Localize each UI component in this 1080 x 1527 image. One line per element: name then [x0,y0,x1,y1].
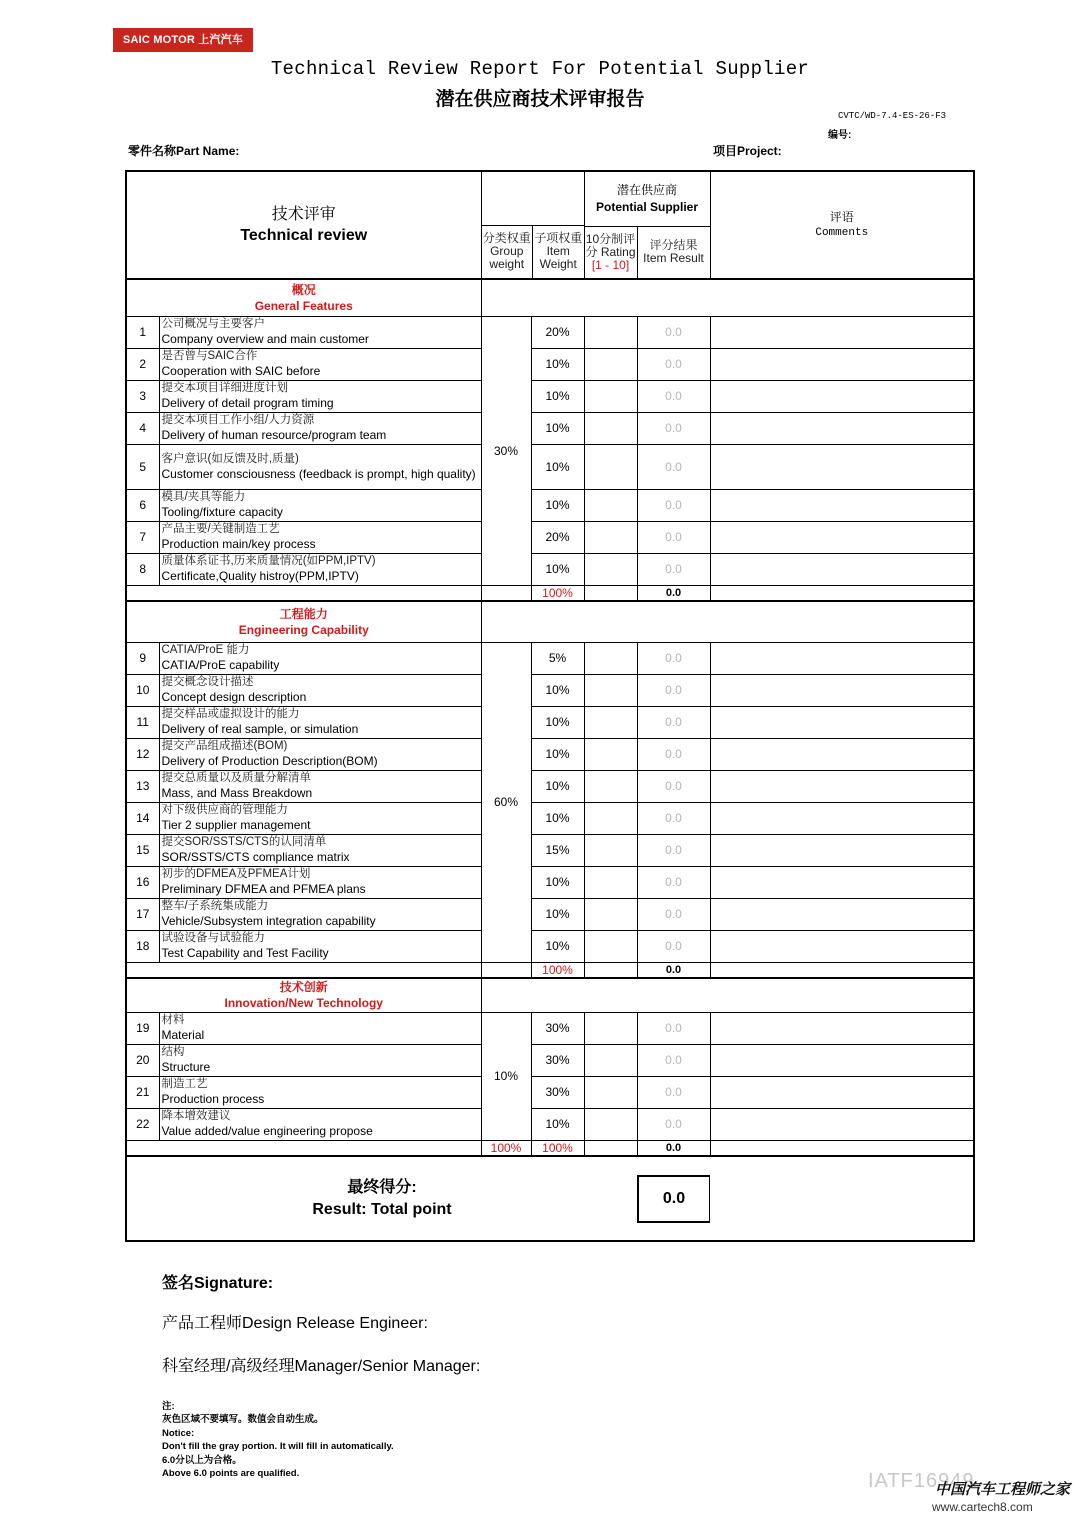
watermark-mark: IATF16949 [868,1470,975,1492]
rating-input-cell[interactable] [584,489,637,521]
item-number: 3 [126,380,159,412]
item-description-en: Delivery of real sample, or simulation [161,722,359,736]
item-number: 19 [126,1012,159,1044]
item-weight-value: 10% [531,898,584,930]
section-total-row [126,585,974,601]
item-description [159,706,481,738]
item-description [159,1012,481,1044]
item-description-cn: 降本增效建议 [161,1110,231,1122]
item-result-value: 0.0 [637,316,710,348]
comments-cell[interactable] [710,802,974,834]
item-result-value: 0.0 [637,444,710,489]
item-description [159,1108,481,1140]
rating-input-cell[interactable] [584,770,637,802]
item-description-en: Cooperation with SAIC before [161,364,321,378]
technical-review-header [126,171,481,279]
final-result-label-en: Result: Total point [312,1200,452,1218]
item-result-value: 0.0 [637,1044,710,1076]
item-weight-value: 10% [531,866,584,898]
item-result-value: 0.0 [637,898,710,930]
section-result-total: 0.0 [637,1140,710,1156]
item-number: 12 [126,738,159,770]
table-row [126,866,974,898]
item-description-en: Concept design description [161,690,307,704]
item-description-cn: 提交总质量以及质量分解清单 [161,772,311,784]
section-total-spacer [126,585,481,601]
item-result-value: 0.0 [637,412,710,444]
item-description [159,898,481,930]
rating-input-cell[interactable] [584,316,637,348]
section-title [126,978,481,1012]
group-weight-total [481,962,531,978]
comments-cell[interactable] [710,1108,974,1140]
rating-input-cell[interactable] [584,738,637,770]
comments-total-spacer [710,1140,974,1156]
supplier-header-en: Potential Supplier [596,199,699,214]
item-description-cn: 提交概念设计描述 [161,676,254,688]
section-title-spacer [481,601,974,642]
item-number: 20 [126,1044,159,1076]
item-weight-value: 10% [531,380,584,412]
final-result-spacer [710,1156,974,1241]
item-description-en: Tier 2 supplier management [161,818,311,832]
comments-cell[interactable] [710,553,974,585]
item-description-en: Production main/key process [161,537,316,551]
item-weight-value: 10% [531,738,584,770]
item-description [159,1044,481,1076]
table-row [126,444,974,489]
item-weight-value: 30% [531,1012,584,1044]
section-title [126,279,481,316]
section-title-spacer [481,279,974,316]
item-description [159,834,481,866]
rating-input-cell[interactable] [584,521,637,553]
comments-header [710,171,974,279]
item-description-cn: 产品主要/关键制造工艺 [161,523,280,535]
engineer-signature-line: 产品工程师Design Release Engineer: [162,1315,428,1332]
section-total-row [126,962,974,978]
item-result-value: 0.0 [637,738,710,770]
section-result-total: 0.0 [637,585,710,601]
weight-subheader [482,225,584,279]
table-row [126,1108,974,1140]
table-row [126,674,974,706]
table-row [126,553,974,585]
item-number: 13 [126,770,159,802]
final-result-label [126,1156,637,1241]
section-title-en: Engineering Capability [238,622,369,637]
table-row [126,738,974,770]
item-weight-total: 100% [531,962,584,978]
project-label: 项目Project: [713,144,782,158]
item-description-en: Vehicle/Subsystem integration capability [161,914,376,928]
group-weight-total: 100% [481,1140,531,1156]
rating-input-cell[interactable] [584,412,637,444]
item-weight-header: 子项权重 Item Weight [533,225,584,278]
item-description [159,316,481,348]
comments-cell[interactable] [710,834,974,866]
item-result-value: 0.0 [637,380,710,412]
item-weight-value: 10% [531,674,584,706]
item-description [159,642,481,674]
item-description-en: Delivery of human resource/program team [161,428,387,442]
item-result-value: 0.0 [637,553,710,585]
item-weight-value: 5% [531,642,584,674]
item-number: 18 [126,930,159,962]
rating-header-label: 10分制评分 Rating [585,231,636,259]
item-number: 2 [126,348,159,380]
review-header-en: Technical review [240,227,368,244]
comments-cell[interactable] [710,770,974,802]
item-description-cn: 提交产品组成描述(BOM) [161,740,288,752]
report-title-en: Technical Review Report For Potential Supplier [270,58,810,80]
note-line-3: Notice: [162,1428,195,1439]
item-description [159,348,481,380]
comments-cell[interactable] [710,1012,974,1044]
item-description-cn: 试验设备与试验能力 [161,932,265,944]
group-weight-value: 10% [481,1012,531,1140]
comments-cell[interactable] [710,674,974,706]
section-title-en: General Features [254,298,353,313]
saic-logo: SAIC MOTOR 上汽汽车 [113,28,253,52]
rating-input-cell[interactable] [584,1044,637,1076]
table-row [126,1044,974,1076]
item-number: 17 [126,898,159,930]
comments-cell[interactable] [710,706,974,738]
rating-total-spacer [584,962,637,978]
note-line-2: 灰色区域不要填写。数值会自动生成。 [162,1414,324,1425]
item-weight-value: 10% [531,489,584,521]
rating-input-cell[interactable] [584,706,637,738]
rating-input-cell[interactable] [584,444,637,489]
group-weight-value: 30% [481,316,531,585]
item-description-cn: 模具/夹具等能力 [161,491,246,503]
final-result-value-cell [637,1156,710,1241]
item-weight-value: 10% [531,802,584,834]
item-weight-value: 10% [531,348,584,380]
document-number-label: 编号: [828,130,852,141]
table-row [126,770,974,802]
rating-input-cell[interactable] [584,348,637,380]
item-description-cn: 材料 [161,1014,185,1026]
rating-input-cell[interactable] [584,1012,637,1044]
table-row [126,489,974,521]
item-number: 11 [126,706,159,738]
table-row [126,380,974,412]
item-result-value: 0.0 [637,1076,710,1108]
item-description-en: Material [161,1028,205,1042]
section-title-row [126,601,974,642]
item-description-cn: 提交样品或虚拟设计的能力 [161,708,300,720]
section-total-row [126,1140,974,1156]
item-description-en: Delivery of detail program timing [161,396,334,410]
review-body [126,279,974,1156]
item-description-cn: 提交SOR/SSTS/CTS的认同清单 [161,836,327,848]
comments-cell[interactable] [710,316,974,348]
item-description-cn: 提交本项目详细进度计划 [161,382,288,394]
table-row [126,412,974,444]
note-line-6: Above 6.0 points are qualified. [162,1468,300,1479]
item-description-cn: 提交本项目工作小组/人力资源 [161,414,315,426]
note-line-4: Don't fill the gray portion. It will fill in automatically. [162,1441,394,1452]
note-line-1: 注: [162,1401,175,1412]
item-description [159,553,481,585]
item-result-value: 0.0 [637,1108,710,1140]
rating-header [584,226,637,279]
item-description-cn: 对下级供应商的管理能力 [161,804,288,816]
section-title-row [126,279,974,316]
item-number: 22 [126,1108,159,1140]
item-description-cn: 结构 [161,1046,185,1058]
item-description-en: Certificate,Quality histroy(PPM,IPTV) [161,569,359,583]
potential-supplier-header [584,171,710,226]
rating-input-cell[interactable] [584,930,637,962]
signature-title: 签名Signature: [162,1275,274,1292]
item-description [159,380,481,412]
comments-cell[interactable] [710,866,974,898]
item-description-cn: 初步的DFMEA及PFMEA计划 [161,868,311,880]
rating-input-cell[interactable] [584,866,637,898]
comments-cell[interactable] [710,489,974,521]
item-weight-value: 30% [531,1076,584,1108]
item-result-header: 评分结果 Item Result [637,226,710,279]
manager-signature-line: 科室经理/高级经理Manager/Senior Manager: [162,1358,481,1375]
comments-cell[interactable] [710,642,974,674]
item-description-en: Tooling/fixture capacity [161,505,283,519]
section-title-row [126,978,974,1012]
comments-cell[interactable] [710,930,974,962]
item-result-value: 0.0 [637,1012,710,1044]
note-line-5: 6.0分以上为合格。 [162,1455,242,1466]
item-result-value: 0.0 [637,866,710,898]
rating-input-cell[interactable] [584,380,637,412]
table-row [126,1076,974,1108]
item-description-cn: 客户意识(如反馈及时,质量) [161,452,299,465]
item-description [159,738,481,770]
group-weight-total [481,585,531,601]
item-weight-value: 10% [531,444,584,489]
item-weight-value: 10% [531,1108,584,1140]
item-weight-total: 100% [531,585,584,601]
final-result-label-cn: 最终得分: [347,1178,417,1196]
item-weight-value: 10% [531,770,584,802]
review-table [125,170,975,1242]
rating-total-spacer [584,1140,637,1156]
rating-range: [1 - 10] [591,257,630,272]
item-description [159,1076,481,1108]
item-description-en: SOR/SSTS/CTS compliance matrix [161,850,350,864]
rating-input-cell[interactable] [584,1076,637,1108]
item-description-en: CATIA/ProE capability [161,658,280,672]
item-result-value: 0.0 [637,348,710,380]
table-row [126,898,974,930]
item-description-cn: 是否曾与SAIC合作 [161,350,258,362]
item-result-value: 0.0 [637,706,710,738]
comments-cell[interactable] [710,738,974,770]
item-description [159,802,481,834]
item-description-en: Delivery of Production Description(BOM) [161,754,378,768]
item-description-en: Preliminary DFMEA and PFMEA plans [161,882,366,896]
item-number: 15 [126,834,159,866]
item-description [159,674,481,706]
comments-total-spacer [710,962,974,978]
table-row [126,1012,974,1044]
item-description-en: Test Capability and Test Facility [161,946,329,960]
table-header-row-1 [126,171,974,226]
item-description-cn: 制造工艺 [161,1078,208,1090]
item-description-cn: 整车/子系统集成能力 [161,900,269,912]
item-weight-total: 100% [531,1140,584,1156]
watermark-site-name: 中国汽车工程师之家 [935,1481,1071,1498]
item-description [159,412,481,444]
item-result-value: 0.0 [637,802,710,834]
rating-input-cell[interactable] [584,553,637,585]
section-title-cn: 工程能力 [279,606,328,621]
comments-header-en: Comments [815,227,869,239]
section-result-total: 0.0 [637,962,710,978]
item-description-en: Structure [161,1060,211,1074]
comments-cell[interactable] [710,1076,974,1108]
item-number: 1 [126,316,159,348]
item-result-value: 0.0 [637,770,710,802]
item-description-en: Customer consciousness (feedback is prompt, high quality) [161,466,476,481]
comments-cell[interactable] [710,380,974,412]
table-row [126,316,974,348]
section-total-spacer [126,962,481,978]
item-description-en: Company overview and main customer [161,332,369,346]
item-description-en: Production process [161,1092,265,1106]
comments-total-spacer [710,585,974,601]
watermark-site-url: www.cartech8.com [932,1500,1033,1514]
item-description [159,770,481,802]
item-number: 7 [126,521,159,553]
table-row [126,930,974,962]
item-weight-value: 10% [531,412,584,444]
rating-input-cell[interactable] [584,898,637,930]
comments-cell[interactable] [710,1044,974,1076]
item-description [159,489,481,521]
item-description-cn: CATIA/ProE 能力 [161,644,250,656]
item-result-value: 0.0 [637,674,710,706]
section-title-cn: 技术创新 [279,980,328,995]
item-number: 16 [126,866,159,898]
final-result-value: 0.0 [637,1175,710,1223]
rating-total-spacer [584,585,637,601]
item-weight-value: 15% [531,834,584,866]
item-number: 9 [126,642,159,674]
item-weight-value: 10% [531,930,584,962]
comments-cell[interactable] [710,898,974,930]
review-header-cn: 技术评审 [271,206,336,223]
comments-cell[interactable] [710,444,974,489]
item-weight-value: 10% [531,553,584,585]
table-row [126,802,974,834]
item-result-value: 0.0 [637,642,710,674]
part-name-label: 零件名称Part Name: [128,144,240,158]
comments-header-cn: 评语 [829,210,854,224]
rating-input-cell[interactable] [584,834,637,866]
weight-header [481,171,584,279]
table-row [126,521,974,553]
item-description [159,444,481,489]
item-description-en: Mass, and Mass Breakdown [161,786,313,800]
comments-cell[interactable] [710,412,974,444]
section-title-en: Innovation/New Technology [224,996,383,1011]
section-title-spacer [481,978,974,1012]
item-weight-value: 20% [531,521,584,553]
item-weight-value: 10% [531,706,584,738]
comments-cell[interactable] [710,521,974,553]
final-result-row [126,1156,974,1241]
item-number: 14 [126,802,159,834]
rating-input-cell[interactable] [584,1108,637,1140]
item-result-value: 0.0 [637,930,710,962]
item-weight-value: 30% [531,1044,584,1076]
item-number: 5 [126,444,159,489]
rating-input-cell[interactable] [584,802,637,834]
section-title-cn: 概况 [291,282,316,297]
item-result-value: 0.0 [637,834,710,866]
item-description [159,930,481,962]
item-number: 10 [126,674,159,706]
item-description-en: Value added/value engineering propose [161,1124,373,1138]
supplier-header-cn: 潜在供应商 [617,182,678,197]
item-number: 21 [126,1076,159,1108]
report-title-cn: 潜在供应商技术评审报告 [435,89,645,110]
group-weight-header: 分类权重 Group weight [482,225,533,278]
item-description-cn: 质量体系证书,历来质量情况(如PPM,IPTV) [161,555,376,567]
item-description [159,521,481,553]
item-result-value: 0.0 [637,521,710,553]
table-row [126,642,974,674]
document-number: CVTC/WD-7.4-ES-26-F3 [838,111,947,121]
item-number: 8 [126,553,159,585]
item-description [159,866,481,898]
section-total-spacer [126,1140,481,1156]
item-number: 4 [126,412,159,444]
group-weight-value: 60% [481,642,531,962]
item-number: 6 [126,489,159,521]
item-weight-value: 20% [531,316,584,348]
section-title [126,601,481,642]
rating-input-cell[interactable] [584,674,637,706]
table-row [126,834,974,866]
item-description-cn: 公司概况与主要客户 [161,318,265,330]
rating-input-cell[interactable] [584,642,637,674]
comments-cell[interactable] [710,348,974,380]
table-row [126,348,974,380]
table-row [126,706,974,738]
item-result-value: 0.0 [637,489,710,521]
